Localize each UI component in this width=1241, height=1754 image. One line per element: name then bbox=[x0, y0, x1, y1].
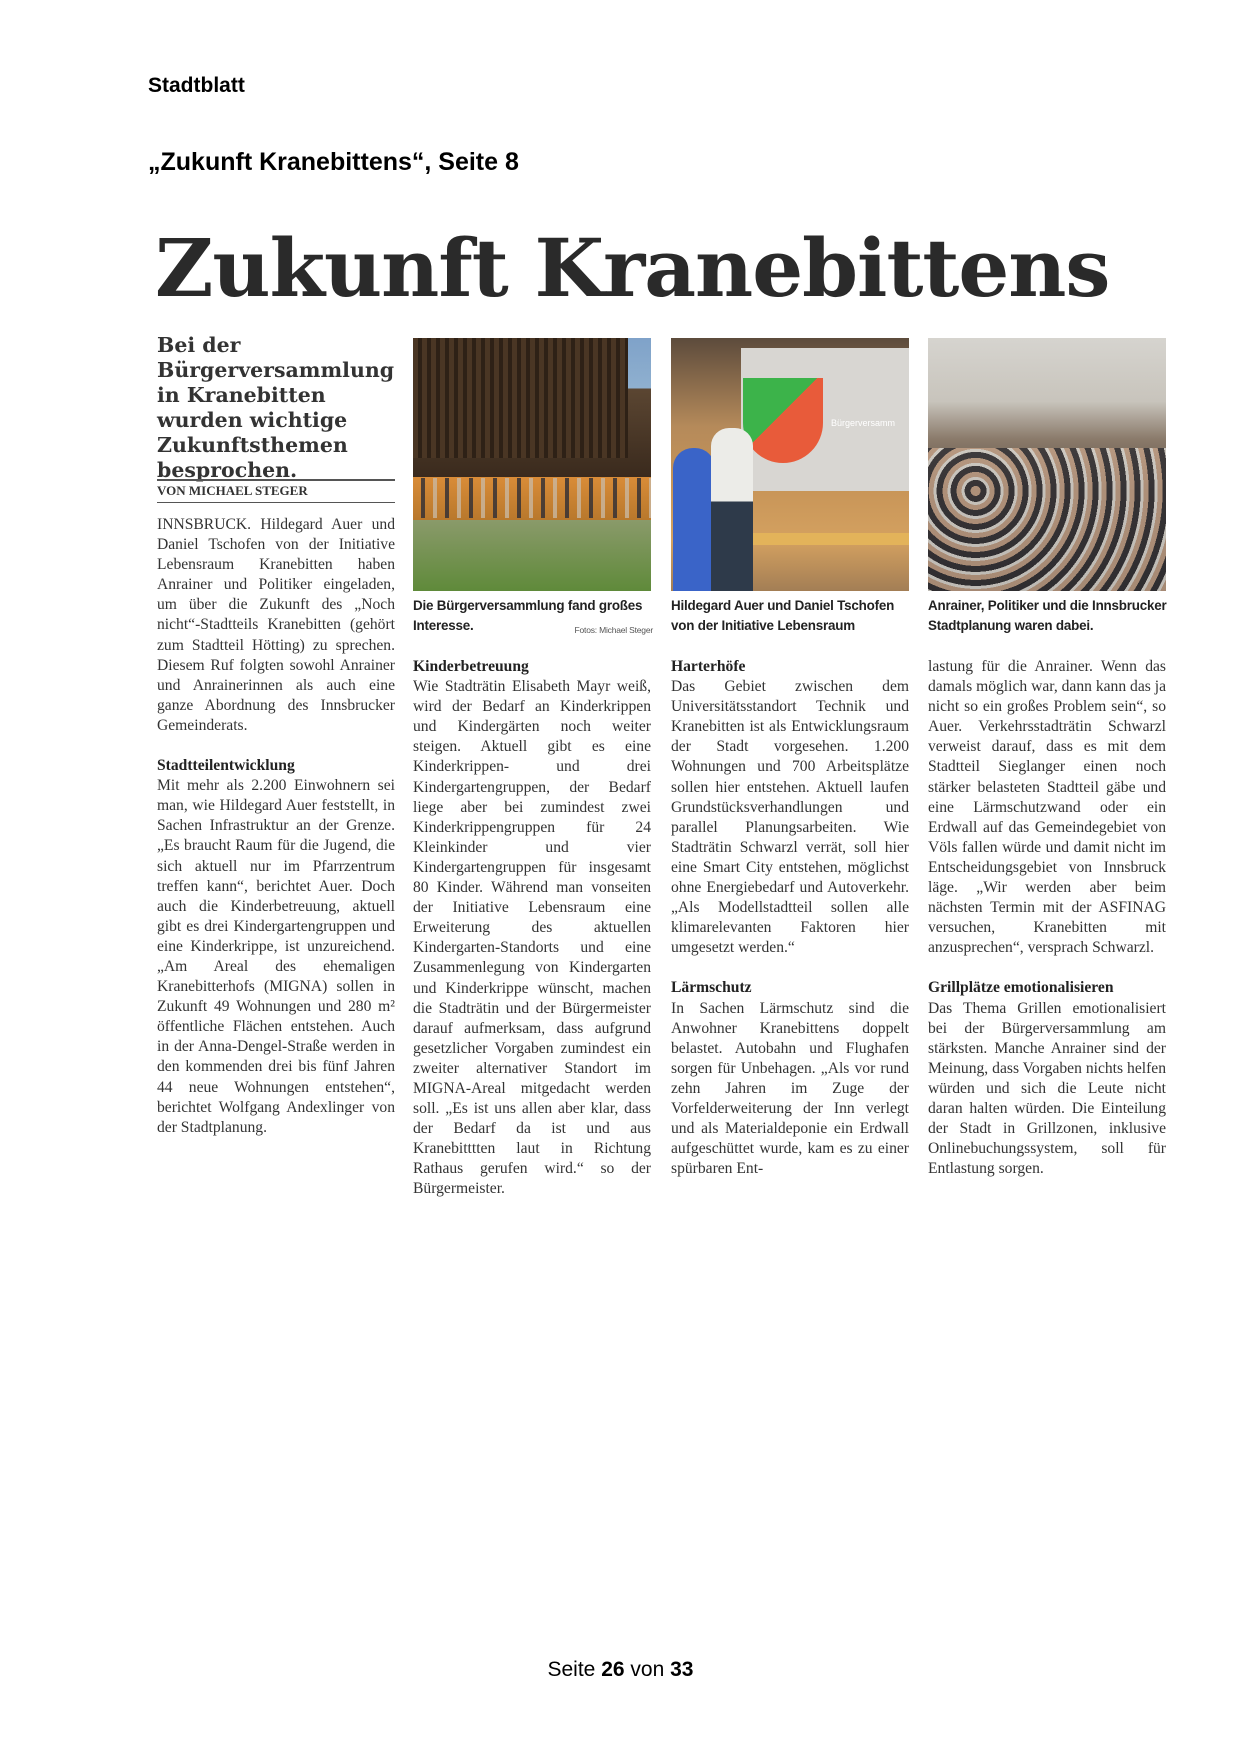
column-2 bbox=[413, 657, 651, 1200]
current-page: 26 bbox=[601, 1658, 625, 1681]
byline: VON MICHAEL STEGER bbox=[157, 479, 395, 503]
photo-credit: Fotos: Michael Steger bbox=[574, 625, 653, 635]
coat-of-arms-icon bbox=[743, 378, 823, 463]
footer-middle: von bbox=[630, 1658, 665, 1681]
photo-auer-tschofen bbox=[671, 338, 909, 591]
intro-paragraph: INNSBRUCK. Hildegard Auer und Daniel Tschofen von der Initiative Lebensraum Kranebitten haben Anrainer und Politiker eingeladen, um über die Zukunft des „Noch nicht“-Stadtteils Kranebitten (gehört zum Stadtteil Hötting) zu sprechen. Diesem Ruf folgten sowohl Anrainer und Anrainerinnen als auch eine ganze Abordnung des Innsbrucker Gemeinderats. bbox=[157, 516, 395, 734]
footer-prefix: Seite bbox=[547, 1658, 596, 1681]
photo-caption: Anrainer, Politiker und die Innsbrucker Stadtplanung waren dabei. bbox=[928, 598, 1167, 633]
section-text: In Sachen Lärmschutz sind die Anwohner Kranebittens doppelt belastet. Autobahn und Flughafen sorgen für Unbehagen. „Als vor rund zehn Jahren im Zuge der Vorfelderweiterung der Inn verlegt und als Materialdeponie ein Erdwall aufgeschüttet wurde, kam es zu einer spürbaren Ent- bbox=[671, 999, 909, 1178]
section-text: Das Gebiet zwischen dem Universitätsstandort Technik und Kranebitten ist als Entwicklungsraum der Stadt vorgesehen. 1.200 Wohnungen und 700 Arbeitsplätze sollen hier entstehen. Aktuell laufen Grundstücksverhandlungen und parallel Planungsarbeiten. Wie Stadträtin Schwarzl verrät, soll hier eine Smart City entstehen, möglichst ohne Energiebedarf und Autoverkehr. „Als Modellstadtteil sollen alle klimarelevanten Faktoren hier umgesetzt werden.“ bbox=[671, 678, 909, 957]
article-reference: „Zukunft Kranebittens“, Seite 8 bbox=[148, 148, 519, 176]
section-heading: Kinderbetreuung bbox=[413, 658, 529, 675]
article-lead: Bei der Bürgerversammlung in Kranebitten wurden wichtige Zukunftsthemen besprochen. bbox=[157, 333, 395, 482]
photo-audience bbox=[928, 338, 1166, 591]
section-heading: Lärmschutz bbox=[671, 979, 752, 997]
caption-text: Die Bürgerversammlung fand großes Interesse. bbox=[413, 598, 643, 633]
page-footer bbox=[0, 1658, 1241, 1682]
photo-caption: Hildegard Auer und Daniel Tschofen von der Initiative Lebensraum bbox=[671, 598, 895, 633]
section-text: Wie Stadträtin Elisabeth Mayr weiß, wird der Bedarf an Kinderkrippen und Kindergärten noch weiter steigen. Aktuell gibt es eine Kinderkrippen- und drei Kindergartengruppen, der Bedarf liege aber bei zumindest zwei Kinderkrippengruppen für 24 Kleinkinder und vier Kindergartengruppen für insgesamt 80 Kinder. Während man vonseiten der Initiative Lebensraum eine Erweiterung des aktuellen Kindergarten-Standorts und eine Zusammenlegung von Kindergarten und Kinderkrippe wünscht, machen die Stadträtin und der Bürgermeister darauf aufmerksam, dass aufgrund gesetzlicher Vorgaben zumindest ein zweiter alternativer Standort im MIGNA-Areal mitgedacht werden soll. „Es ist uns allen aber klar, dass der Bedarf da ist und aus Kranebitttten laut in Richtung Rathaus gerufen wird.“ so der Bürgermeister. bbox=[413, 678, 651, 1198]
section-text-continued: lastung für die Anrainer. Wenn das damals möglich war, dann kann das ja nicht so ein großes Problem sein“, so Auer. Verkehrsstadträtin Schwarzl verweist darauf, dass es mit dem Stadtteil Sieglanger einen noch stärker belasteten Stadtteil gäbe und eine Lärmschutzwand oder ein Erdwall auf das Gemeindegebiet von Völs fallen würde und damit nicht im Entscheidungsgebiet von Innsbruck läge. „Wir werden aber beim nächsten Termin mit der ASFINAG versuchen, Kranebitten mit anzusprechen“, versprach Schwarzl. bbox=[928, 658, 1166, 957]
publication-label: Stadtblatt bbox=[148, 74, 245, 97]
section-text: Das Thema Grillen emotionalisiert bei der Bürgerversammlung am stärksten. Manche Anrainer sind der Meinung, dass Vorgaben nichts helfen würden und sich die Leute nicht daran halten würden. Die Einteilung der Stadt in Grillzonen, inklusive Onlinebuchungssystem, soll für Entlastung sorgen. bbox=[928, 999, 1166, 1178]
total-pages: 33 bbox=[670, 1658, 694, 1681]
column-4 bbox=[928, 657, 1166, 1179]
section-heading: Grillplätze emotionalisieren bbox=[928, 979, 1114, 997]
section-heading: Stadtteilentwicklung bbox=[157, 757, 295, 775]
section-heading: Harterhöfe bbox=[671, 658, 746, 675]
section-text: Mit mehr als 2.200 Einwohnern sei man, wie Hildegard Auer feststellt, in Sachen Infrastruktur an der Grenze. „Es braucht Raum für die Jugend, die sich aktuell nur im Pfarrzentrum treffen kann“, berichtet Auer. Doch auch die Kinderbetreuung, aktuell gibt es drei Kindergartengruppen und eine Kinderkrippe, ist unzureichend. „Am Areal des ehemaligen Kranebitterhofs (MIGNA) sollen in Zukunft 49 Wohnungen und 280 m² öffentliche Flächen entstehen. Auch in der Anna-Dengel-Straße werden in den kommenden drei bis fünf Jahren 44 neue Wohnungen entstehen“, berichtet Wolfgang Andexlinger von der Stadtplanung. bbox=[157, 777, 395, 1136]
screen-text: Bürgerversamm bbox=[831, 418, 896, 428]
photo-assembly-building bbox=[413, 338, 651, 591]
photo-caption bbox=[413, 596, 653, 640]
column-3 bbox=[671, 657, 909, 1179]
column-1 bbox=[157, 515, 395, 1138]
article-headline: Zukunft Kranebittens bbox=[155, 221, 1110, 315]
